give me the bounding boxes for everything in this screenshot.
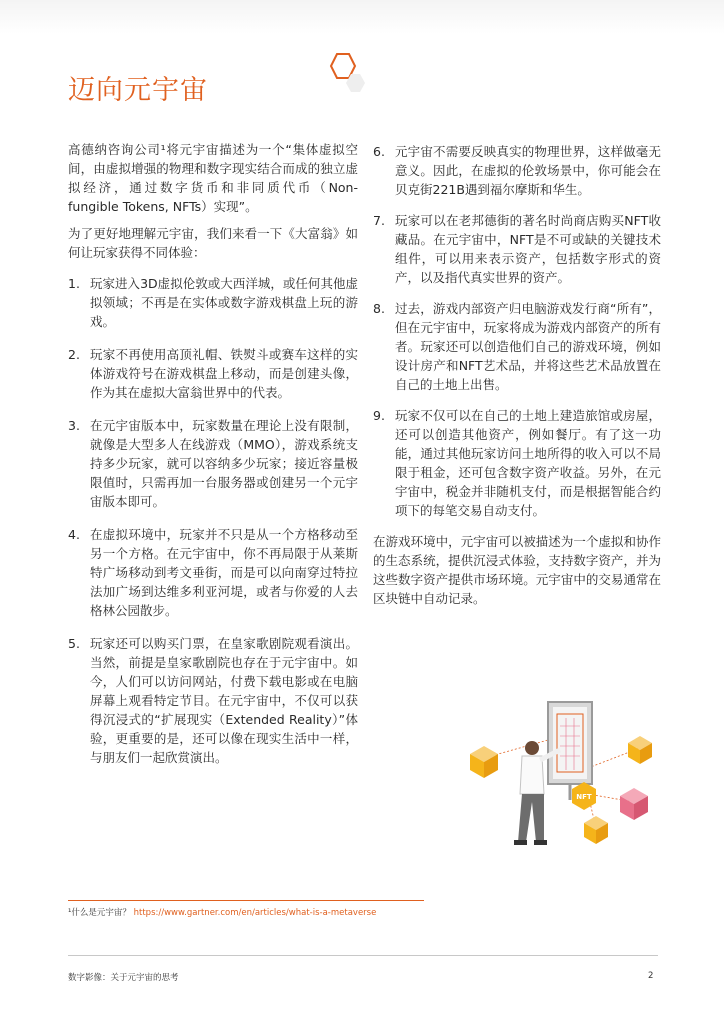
cube-icon: [620, 788, 648, 820]
lead-paragraph: 为了更好地理解元宇宙，我们来看一下《大富翁》如何让玩家获得不同体验：: [68, 226, 358, 260]
list-item: 2. 玩家不再使用高顶礼帽、铁熨斗或赛车这样的实体游戏符号在游戏棋盘上移动，而是创建头像，作为其在虚拟大富翁世界中的代表。: [68, 347, 358, 400]
cube-icon: [470, 746, 498, 778]
top-band: [0, 0, 724, 34]
right-column: [373, 142, 661, 616]
numbered-list-right: [373, 142, 661, 520]
footer-divider: [68, 955, 658, 956]
list-item: 8. 过去，游戏内部资产归电脑游戏发行商“所有”，但在元宇宙中，玩家将成为游戏内部资产的所有者。玩家还可以创造他们自己的游戏环境，例如设计房产和NFT艺术品，并将这些艺术品放置在自己的土地上出售。: [373, 301, 661, 392]
page-number: 2: [648, 971, 654, 981]
intro-paragraph: 高德纳咨询公司¹将元宇宙描述为一个“集体虚拟空间，由虚拟增强的物理和数字现实结合而成的独立虚拟经济，通过数字货币和非同质代币（Non-fungible Tokens, NFTs）实现”。: [68, 142, 358, 214]
footnote: [68, 906, 376, 918]
footer-title: 数字影像：关于元宇宙的思考: [68, 973, 179, 983]
cube-icon: [584, 816, 608, 844]
cube-icon: [628, 736, 652, 764]
numbered-list-left: [68, 274, 358, 767]
list-item: 3. 在元宇宙版本中，玩家数量在理论上没有限制，就像是大型多人在线游戏（MMO），游戏系统支持多少玩家，就可以容纳多少玩家；接近容量极限值时，只需再加一台服务器或创建另一个元宇宙版本即可。: [68, 418, 358, 509]
summary-paragraph: 在游戏环境中，元宇宙可以被描述为一个虚拟和协作的生态系统，提供沉浸式体验，支持数字资产，并为这些数字资产提供市场环境。元宇宙中的交易通常在区块链中自动记录。: [373, 534, 661, 606]
list-item: 4. 在虚拟环境中，玩家并不只是从一个方格移动至另一个方格。在元宇宙中，你不再局限于从莱斯特广场移动到考文垂街，而是可以向南穿过特拉法加广场到达维多利亚河堤，或者与你爱的人去格林公园散步。: [68, 527, 358, 618]
footnote-link[interactable]: https://www.gartner.com/en/articles/what-is-a-metaverse: [133, 908, 377, 918]
hexagon-logo-icon: [318, 46, 378, 94]
list-item: 9. 玩家不仅可以在自己的土地上建造旅馆或房屋，还可以创造其他资产，例如餐厅。有了这一功能，通过其他玩家访问土地所得的收入可以不局限于租金，还可包含数字资产收益。另外，在元宇宙中，税金并非随机支付，而是根据智能合约项下的每笔交易自动支付。: [373, 408, 661, 518]
footnote-divider: [68, 900, 424, 901]
nft-badge-icon: [572, 782, 596, 810]
nft-badge-label: NFT: [576, 793, 592, 801]
list-item: 5. 玩家还可以购买门票，在皇家歌剧院观看演出。当然，前提是皇家歌剧院也存在于元宇宙中。如今，人们可以访问网站，付费下载电影或在电脑屏幕上观看特定节目。在元宇宙中，不仅可以获得沉浸式的“扩展现实（Extended Reality）”体验，更重要的是，还可以像在现实生活中一样，与朋友们一起欣赏演出。: [68, 636, 358, 765]
left-column: [68, 140, 358, 781]
metaverse-illustration: [456, 690, 666, 860]
page-title: 迈向元宇宙: [68, 75, 208, 106]
footnote-text: ¹什么是元宇宙？: [68, 908, 131, 918]
list-item: 1. 玩家进入3D虚拟伦敦或大西洋城，或任何其他虚拟领域；不再是在实体或数字游戏棋盘上玩的游戏。: [68, 276, 358, 329]
list-item: 6. 元宇宙不需要反映真实的物理世界，这样做毫无意义。因此，在虚拟的伦敦场景中，你可能会在贝克街221B遇到福尔摩斯和华生。: [373, 144, 661, 197]
list-item: 7. 玩家可以在老邦德街的著名时尚商店购买NFT收藏品。在元宇宙中，NFT是不可或缺的关键技术组件，可以用来表示资产，包括数字形式的资产，以及指代真实世界的资产。: [373, 213, 661, 285]
